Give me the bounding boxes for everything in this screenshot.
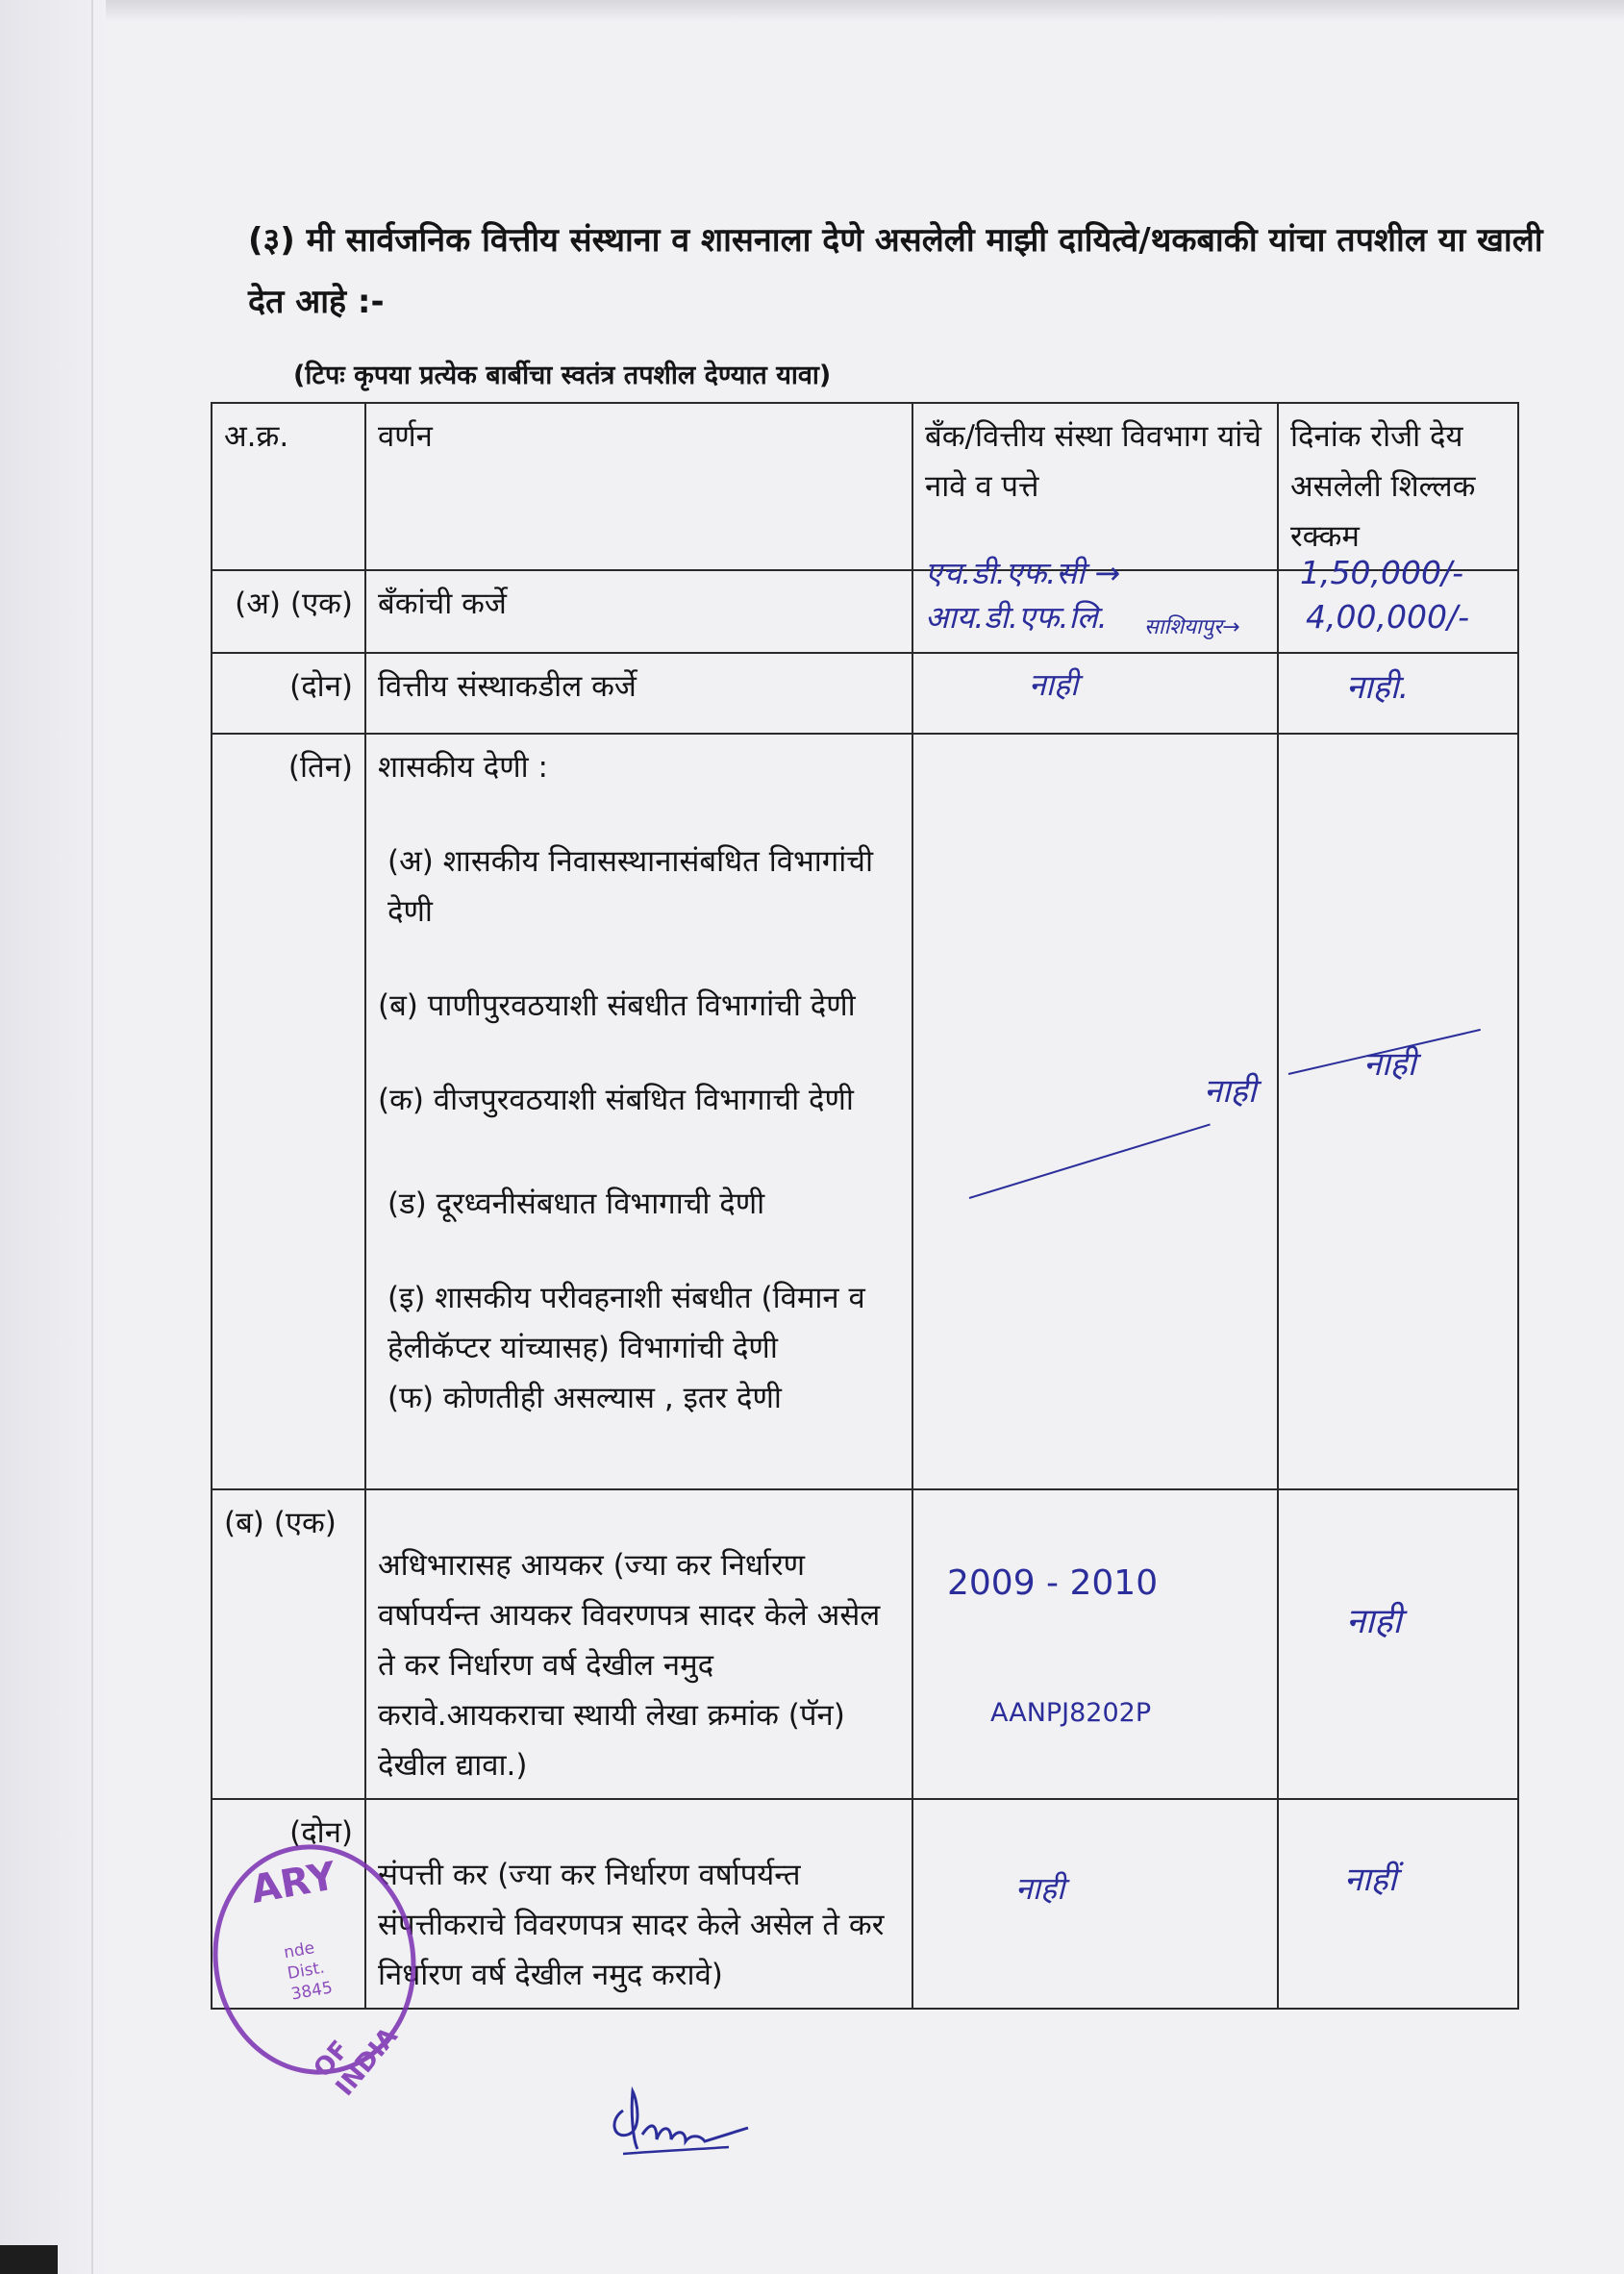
- handwritten-nil: नाही.: [1346, 668, 1410, 707]
- govt-due-item: (ब) पाणीपुरवठयाशी संबधीत विभागांची देणी: [378, 988, 856, 1023]
- handwritten-bank-2: आय.डी.एफ.लि.: [925, 599, 1108, 636]
- scan-dark-corner: [0, 2245, 58, 2274]
- row-description: संपत्ती कर (ज्या कर निर्धारण वर्षापर्यन्त संपत्तीकराचे विवरणपत्र सादर केले असेल ते कर निर्धारण वर्ष देखील नमुद करावे): [365, 1799, 912, 2009]
- row-bank-cell: [912, 1489, 1278, 1799]
- row-balance-cell: [1278, 734, 1518, 1489]
- table-row: [212, 734, 1518, 1489]
- page-top-shadow: [106, 0, 1624, 21]
- instruction-note: (टिपः कृपया प्रत्येक बार्बीचा स्वतंत्र तपशील देण्यात यावा): [293, 361, 832, 390]
- table-header-row: [212, 403, 1518, 570]
- row-serial: (तिन): [212, 734, 365, 1489]
- page-fold-line: [91, 0, 93, 2274]
- row-description: [365, 734, 912, 1489]
- row-bank-cell: [912, 734, 1278, 1489]
- govt-due-item: (क) वीजपुरवठयाशी संबधित विभागाची देणी: [378, 1083, 854, 1117]
- row-bank-cell: [912, 653, 1278, 734]
- handwritten-nil: नाही: [1204, 1072, 1257, 1111]
- govt-due-item: (अ) शासकीय निवासस्थानासंबधित विभागांची देणी: [387, 844, 873, 929]
- row-balance-cell: [1278, 1489, 1518, 1799]
- handwritten-amount-2: 4,00,000/-: [1306, 598, 1469, 636]
- handwritten-bank-2-suffix: साशियापुर→: [1144, 615, 1240, 639]
- govt-due-item: (फ) कोणतीही असल्यास , इतर देणी: [387, 1381, 782, 1415]
- row-description: बँकांची कर्जे: [365, 570, 912, 653]
- row-balance-cell: [1278, 1799, 1518, 2009]
- handwritten-assessment-year: 2009 - 2010: [947, 1563, 1159, 1603]
- handwritten-nil: नाही: [1363, 1045, 1416, 1084]
- header-description: वर्णन: [365, 403, 912, 570]
- govt-due-item: (इ) शासकीय परीवहनाशी संबधीत (विमान व हेलीकॅप्टर यांच्यासह) विभागांची देणी: [387, 1281, 865, 1365]
- govt-dues-title: शासकीय देणी :: [378, 750, 548, 785]
- header-serial: अ.क्र.: [212, 403, 365, 570]
- row-description: अधिभारासह आयकर (ज्या कर निर्धारण वर्षापर्यन्त आयकर विवरणपत्र सादर केले असेल ते कर निर्धारण वर्ष देखील नमुद करावे.आयकराचा स्थायी लेखा क्रमांक (पॅन) देखील द्यावा.): [365, 1489, 912, 1799]
- row-bank-cell: [912, 1799, 1278, 2009]
- handwritten-nil: नाही: [1015, 1870, 1065, 1907]
- header-balance: दिनांक रोजी देय असलेली शिल्लक रक्कम: [1278, 403, 1518, 570]
- row-serial: (दोन): [212, 1799, 365, 2009]
- liabilities-table: [211, 402, 1519, 2010]
- row-serial: (अ) (एक): [212, 570, 365, 653]
- handwritten-pan: AANPJ8202P: [990, 1698, 1152, 1728]
- row-serial: (ब) (एक): [212, 1489, 365, 1799]
- govt-due-item: (ड) दूरध्वनीसंबधात विभागाची देणी: [387, 1187, 765, 1221]
- table-row: [212, 653, 1518, 734]
- handwritten-nil: नाही: [1029, 666, 1079, 703]
- handwritten-nil: नाही: [1346, 1602, 1402, 1641]
- table-row: [212, 1489, 1518, 1799]
- stamp-top-text: ARY: [247, 1854, 339, 1912]
- header-bank: बँक/वित्तीय संस्था विवभाग यांचे नावे व पत्ते: [912, 403, 1278, 570]
- handwritten-bank-1: एच.डी.एफ.सी →: [925, 555, 1121, 591]
- page-left-edge: [0, 0, 106, 2274]
- section-heading: (३) मी सार्वजनिक वित्तीय संस्थाना व शासनाला देणे असलेली माझी दायित्वे/थकबाकी यांचा तपशील या खाली देत आहे :-: [248, 221, 1543, 321]
- handwritten-nil: नाहीं: [1344, 1861, 1397, 1899]
- row-description: वित्तीय संस्थाकडील कर्जे: [365, 653, 912, 734]
- row-serial: (दोन): [212, 653, 365, 734]
- stamp-bottom-text: OF INDIA: [308, 2022, 404, 2102]
- handwritten-amount-1: 1,50,000/-: [1300, 554, 1463, 591]
- stamp-mid-text: nde Dist. 3845: [282, 1937, 335, 2005]
- signature: [604, 2082, 758, 2168]
